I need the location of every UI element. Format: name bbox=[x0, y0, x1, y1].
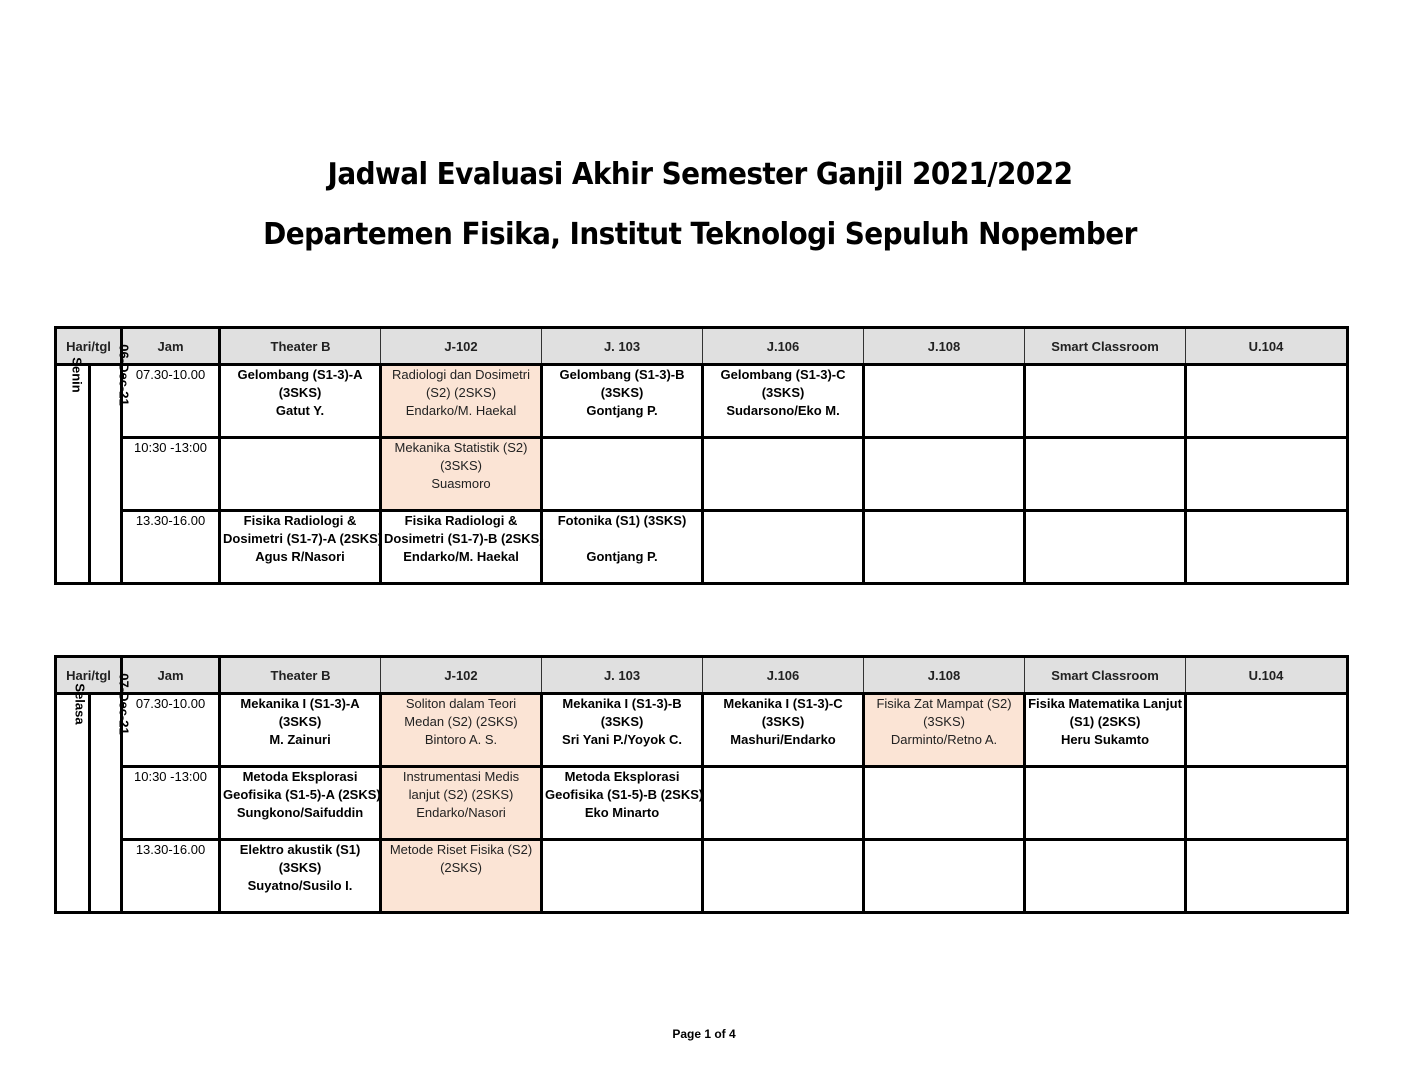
lecturer-name: Suasmoro bbox=[431, 476, 491, 491]
column-header-room: J.106 bbox=[703, 657, 864, 694]
lecturer-name: Endarko/Nasori bbox=[416, 805, 506, 820]
empty-cell bbox=[703, 767, 864, 840]
time-slot-label: 10:30 -13:00 bbox=[122, 438, 220, 511]
empty-cell bbox=[1186, 438, 1348, 511]
course-name: Metoda Eksplorasi bbox=[564, 769, 680, 784]
exam-cell bbox=[381, 767, 542, 840]
column-header-room: J.108 bbox=[864, 657, 1025, 694]
course-detail: Dosimetri (S1-7)-B (2SKS) bbox=[384, 531, 544, 546]
course-name: Metode Riset Fisika (S2) bbox=[389, 842, 533, 857]
lecturer-name: Bintoro A. S. bbox=[424, 732, 498, 747]
empty-cell bbox=[1186, 767, 1348, 840]
lecturer-name: Darminto/Retno A. bbox=[890, 732, 998, 747]
column-header-room: U.104 bbox=[1186, 328, 1348, 365]
course-detail: Geofisika (S1-5)-B (2SKS) bbox=[545, 787, 704, 802]
lecturer-name: Gontjang P. bbox=[586, 549, 658, 564]
empty-cell bbox=[542, 840, 703, 913]
column-header-room: Smart Classroom bbox=[1025, 657, 1186, 694]
column-header-room: J. 103 bbox=[542, 328, 703, 365]
time-slot-row bbox=[56, 438, 1348, 511]
time-slot-label: 10:30 -13:00 bbox=[122, 767, 220, 840]
exam-cell bbox=[381, 365, 542, 438]
column-header-room: U.104 bbox=[1186, 657, 1348, 694]
day-label: Selasa bbox=[72, 683, 88, 725]
lecturer-name: Gatut Y. bbox=[275, 403, 325, 418]
schedule-table-senin bbox=[54, 326, 1349, 585]
course-detail: (3SKS) bbox=[600, 714, 644, 729]
empty-cell bbox=[703, 840, 864, 913]
time-slot-row bbox=[56, 694, 1348, 767]
column-header-room: J.108 bbox=[864, 328, 1025, 365]
exam-cell bbox=[220, 767, 381, 840]
course-name: Metoda Eksplorasi bbox=[242, 769, 358, 784]
empty-cell bbox=[864, 365, 1025, 438]
course-name: Gelombang (S1-3)-B bbox=[559, 367, 685, 382]
course-detail: Dosimetri (S1-7)-A (2SKS) bbox=[223, 531, 383, 546]
lecturer-name: Sri Yani P./Yoyok C. bbox=[562, 732, 682, 747]
column-header-jam: Jam bbox=[122, 328, 220, 365]
document-title: Jadwal Evaluasi Akhir Semester Ganjil 2021/2022 bbox=[327, 157, 1073, 192]
header-row bbox=[56, 657, 1348, 694]
course-name: Radiologi dan Dosimetri bbox=[392, 367, 531, 382]
course-name: Instrumentasi Medis bbox=[402, 769, 520, 784]
lecturer-name: Sungkono/Saifuddin bbox=[236, 805, 364, 820]
lecturer-name: Heru Sukamto bbox=[1060, 732, 1150, 747]
lecturer-name: Agus R/Nasori bbox=[255, 549, 345, 564]
day-cell bbox=[56, 683, 90, 913]
lecturer-name: Eko Minarto bbox=[584, 805, 660, 820]
lecturer-name: Mashuri/Endarko bbox=[730, 732, 836, 747]
course-name: Mekanika I (S1-3)-B bbox=[562, 696, 682, 711]
course-detail: lanjut (S2) (2SKS) bbox=[408, 787, 514, 802]
column-header-hari-tgl: Hari/tgl bbox=[56, 328, 122, 365]
time-slot-row bbox=[56, 767, 1348, 840]
course-detail: (3SKS) bbox=[600, 385, 644, 400]
lecturer-name: Endarko/M. Haekal bbox=[405, 403, 517, 418]
date-cell bbox=[90, 344, 132, 584]
column-header-room: J. 103 bbox=[542, 657, 703, 694]
column-header-hari-tgl: Hari/tgl bbox=[56, 657, 122, 694]
course-detail: (S2) (2SKS) bbox=[425, 385, 497, 400]
schedule-table-selasa bbox=[54, 655, 1349, 914]
time-slot-row bbox=[56, 365, 1348, 438]
column-header-room: Theater B bbox=[220, 328, 381, 365]
page-number: Page 1 of 4 bbox=[672, 1027, 736, 1041]
empty-cell bbox=[220, 438, 381, 511]
exam-cell bbox=[1025, 694, 1186, 767]
exam-cell bbox=[220, 511, 381, 584]
course-name: Fisika Radiologi & bbox=[243, 513, 357, 528]
exam-cell bbox=[381, 438, 542, 511]
exam-cell bbox=[220, 694, 381, 767]
course-detail: (3SKS) bbox=[278, 860, 322, 875]
exam-cell bbox=[381, 511, 542, 584]
time-slot-label: 07.30-10.00 bbox=[122, 365, 220, 438]
column-header-room: J-102 bbox=[381, 657, 542, 694]
empty-cell bbox=[864, 438, 1025, 511]
empty-cell bbox=[1025, 767, 1186, 840]
time-slot-label: 07.30-10.00 bbox=[122, 694, 220, 767]
time-slot-row bbox=[56, 511, 1348, 584]
course-detail: (3SKS) bbox=[923, 714, 965, 729]
course-name: Fisika Matematika Lanjut bbox=[1028, 696, 1182, 711]
course-name: Fisika Zat Mampat (S2) bbox=[876, 696, 1012, 711]
course-detail: Medan (S2) (2SKS) bbox=[404, 714, 518, 729]
document-subtitle: Departemen Fisika, Institut Teknologi Sepuluh Nopember bbox=[263, 217, 1137, 252]
lecturer-name: Endarko/M. Haekal bbox=[403, 549, 519, 564]
time-slot-row bbox=[56, 840, 1348, 913]
empty-cell bbox=[1025, 365, 1186, 438]
course-detail bbox=[545, 530, 699, 548]
lecturer-name: Sudarsono/Eko M. bbox=[726, 403, 840, 418]
date-label: 06-Dec-21 bbox=[116, 344, 132, 406]
exam-cell bbox=[542, 694, 703, 767]
exam-cell bbox=[220, 365, 381, 438]
course-name: Mekanika I (S1-3)-C bbox=[723, 696, 843, 711]
course-detail: (S1) (2SKS) bbox=[1069, 714, 1141, 729]
exam-cell bbox=[864, 694, 1025, 767]
lecturer-name: Gontjang P. bbox=[586, 403, 658, 418]
course-detail: (3SKS) bbox=[761, 385, 805, 400]
empty-cell bbox=[1025, 438, 1186, 511]
time-slot-label: 13.30-16.00 bbox=[122, 840, 220, 913]
lecturer-name: M. Zainuri bbox=[269, 732, 331, 747]
column-header-jam: Jam bbox=[122, 657, 220, 694]
time-slot-label: 13.30-16.00 bbox=[122, 511, 220, 584]
empty-cell bbox=[1025, 840, 1186, 913]
day-cell bbox=[56, 357, 90, 584]
course-name: Gelombang (S1-3)-C bbox=[720, 367, 846, 382]
course-detail: (3SKS) bbox=[278, 385, 322, 400]
day-label: Senin bbox=[69, 357, 85, 393]
empty-cell bbox=[864, 767, 1025, 840]
exam-cell bbox=[220, 840, 381, 913]
course-name: Gelombang (S1-3)-A bbox=[237, 367, 363, 382]
date-cell bbox=[90, 673, 132, 913]
exam-cell bbox=[703, 365, 864, 438]
empty-cell bbox=[703, 438, 864, 511]
lecturer-name: Suyatno/Susilo I. bbox=[247, 878, 353, 893]
exam-cell bbox=[703, 694, 864, 767]
exam-cell bbox=[381, 694, 542, 767]
header-row bbox=[56, 328, 1348, 365]
column-header-room: Smart Classroom bbox=[1025, 328, 1186, 365]
course-name: Elektro akustik (S1) bbox=[239, 842, 361, 857]
empty-cell bbox=[1186, 511, 1348, 584]
empty-cell bbox=[1186, 365, 1348, 438]
empty-cell bbox=[703, 511, 864, 584]
course-name: Mekanika I (S1-3)-A bbox=[240, 696, 360, 711]
empty-cell bbox=[864, 511, 1025, 584]
course-name: Fisika Radiologi & bbox=[404, 513, 518, 528]
empty-cell bbox=[1025, 511, 1186, 584]
exam-cell bbox=[542, 767, 703, 840]
exam-cell bbox=[542, 511, 703, 584]
exam-cell bbox=[381, 840, 542, 913]
date-label: 07-Dec-21 bbox=[116, 673, 132, 735]
column-header-room: J.106 bbox=[703, 328, 864, 365]
empty-cell bbox=[1186, 694, 1348, 767]
course-name: Fotonika (S1) (3SKS) bbox=[557, 513, 687, 528]
column-header-room: Theater B bbox=[220, 657, 381, 694]
empty-cell bbox=[1186, 840, 1348, 913]
empty-cell bbox=[864, 840, 1025, 913]
course-detail: (3SKS) bbox=[440, 458, 482, 473]
course-detail: Geofisika (S1-5)-A (2SKS) bbox=[223, 787, 381, 802]
course-name: Mekanika Statistik (S2) bbox=[394, 440, 528, 455]
exam-cell bbox=[542, 365, 703, 438]
course-name: Soliton dalam Teori bbox=[405, 696, 517, 711]
course-detail: (3SKS) bbox=[761, 714, 805, 729]
empty-cell bbox=[542, 438, 703, 511]
course-detail: (2SKS) bbox=[440, 860, 482, 875]
column-header-room: J-102 bbox=[381, 328, 542, 365]
course-detail: (3SKS) bbox=[278, 714, 322, 729]
